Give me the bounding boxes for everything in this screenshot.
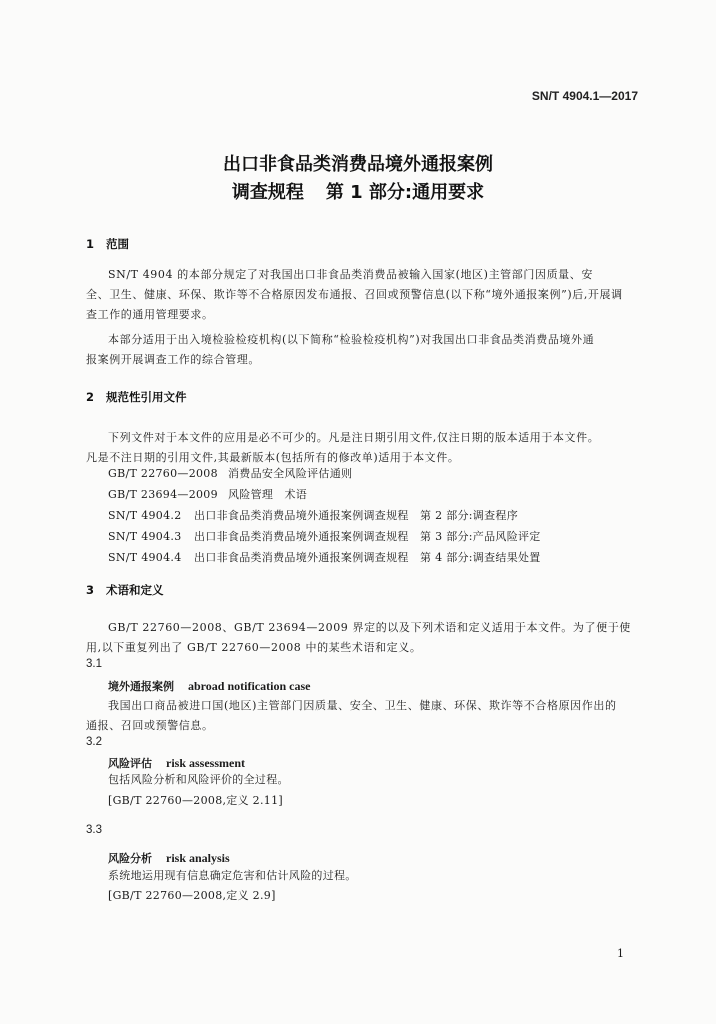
text-line: 下列文件对于本文件的应用是必不可少的。凡是注日期引用文件,仅注日期的版本适用于本文件。 xyxy=(108,431,600,444)
scope-paragraph-1 xyxy=(86,265,642,325)
text-line: SN/T 4904 的本部分规定了对我国出口非食品类消费品被输入国家(地区)主管部门因质量、安 xyxy=(108,268,593,281)
reference-title: 风险管理 术语 xyxy=(228,488,308,501)
section-title: 范围 xyxy=(106,237,129,251)
term-english: abroad notification case xyxy=(188,679,311,693)
term-number: 3.3 xyxy=(86,824,102,836)
term-english: risk analysis xyxy=(166,851,230,865)
scope-paragraph-2 xyxy=(86,330,642,370)
reference-title: 出口非食品类消费品境外通报案例调查规程 第 2 部分:调查程序 xyxy=(194,509,518,522)
reference-item xyxy=(108,484,307,506)
term-heading xyxy=(108,678,310,694)
term-definition: 包括风险分析和风险评价的全过程。 xyxy=(108,773,289,786)
text-line: 用,以下重复列出了 GB/T 22760—2008 中的某些术语和定义。 xyxy=(86,641,422,654)
title-part-a: 调查规程 xyxy=(231,182,304,203)
text-line: 本部分适用于出入境检验检疫机构(以下简称“检验检疫机构”)对我国出口非食品类消费品境外通 xyxy=(108,333,595,346)
text-line: GB/T 22760—2008、GB/T 23694—2009 界定的以及下列术语和定义适用于本文件。为了便于使 xyxy=(108,621,631,634)
section-heading-terms-and-definitions xyxy=(86,582,164,598)
text-line: 报案例开展调查工作的综合管理。 xyxy=(86,353,260,366)
document-title-line1: 出口非食品类消费品境外通报案例 xyxy=(223,154,493,175)
reference-item xyxy=(108,526,541,548)
term-english: risk assessment xyxy=(166,756,246,770)
reference-item xyxy=(108,547,541,569)
text-line: 通报、召回或预警信息。 xyxy=(86,719,214,732)
reference-code: SN/T 4904.4 xyxy=(108,551,182,564)
term-chinese: 境外通报案例 xyxy=(108,680,174,693)
reference-code: SN/T 4904.2 xyxy=(108,509,182,522)
section-number: 2 xyxy=(86,390,95,404)
section-title: 术语和定义 xyxy=(106,583,164,597)
reference-code: GB/T 22760—2008 xyxy=(108,467,218,480)
text-line: 我国出口商品被进口国(地区)主管部门因质量、安全、卫生、健康、环保、欺诈等不合格原因作出的 xyxy=(108,699,617,712)
reference-code: GB/T 23694—2009 xyxy=(108,488,218,501)
terms-intro xyxy=(86,618,642,658)
section-number: 3 xyxy=(86,583,95,597)
section-heading-normative-references xyxy=(86,389,187,405)
term-number: 3.2 xyxy=(86,736,102,748)
document-title-line2 xyxy=(0,178,716,204)
term-number: 3.1 xyxy=(86,658,102,670)
section-heading-scope xyxy=(86,236,129,252)
reference-item xyxy=(108,463,352,485)
reference-item xyxy=(108,505,518,527)
reference-code: SN/T 4904.3 xyxy=(108,530,182,543)
section-title: 规范性引用文件 xyxy=(106,390,187,404)
term-chinese: 风险分析 xyxy=(108,852,152,865)
references-intro xyxy=(86,428,642,468)
term-source: [GB/T 22760—2008,定义 2.9] xyxy=(108,889,276,902)
page-number: 1 xyxy=(617,947,624,960)
term-source: [GB/T 22760—2008,定义 2.11] xyxy=(108,794,283,807)
standard-code: SN/T 4904.1—2017 xyxy=(531,89,638,103)
section-number: 1 xyxy=(86,237,95,251)
term-definition xyxy=(86,696,642,736)
text-line: 查工作的通用管理要求。 xyxy=(86,308,214,321)
reference-title: 出口非食品类消费品境外通报案例调查规程 第 3 部分:产品风险评定 xyxy=(194,530,541,543)
reference-title: 出口非食品类消费品境外通报案例调查规程 第 4 部分:调查结果处置 xyxy=(194,551,541,564)
text-line: 全、卫生、健康、环保、欺诈等不合格原因发布通报、召回或预警信息(以下称“境外通报案例”)后,开展调 xyxy=(86,288,623,301)
term-chinese: 风险评估 xyxy=(108,757,152,770)
title-part-b: 第 1 部分:通用要求 xyxy=(325,182,485,203)
term-definition: 系统地运用现有信息确定危害和估计风险的过程。 xyxy=(108,869,357,882)
text-line: 凡是不注日期的引用文件,其最新版本(包括所有的修改单)适用于本文件。 xyxy=(86,451,460,464)
reference-title: 消费品安全风险评估通则 xyxy=(228,467,353,480)
term-heading xyxy=(108,850,230,866)
